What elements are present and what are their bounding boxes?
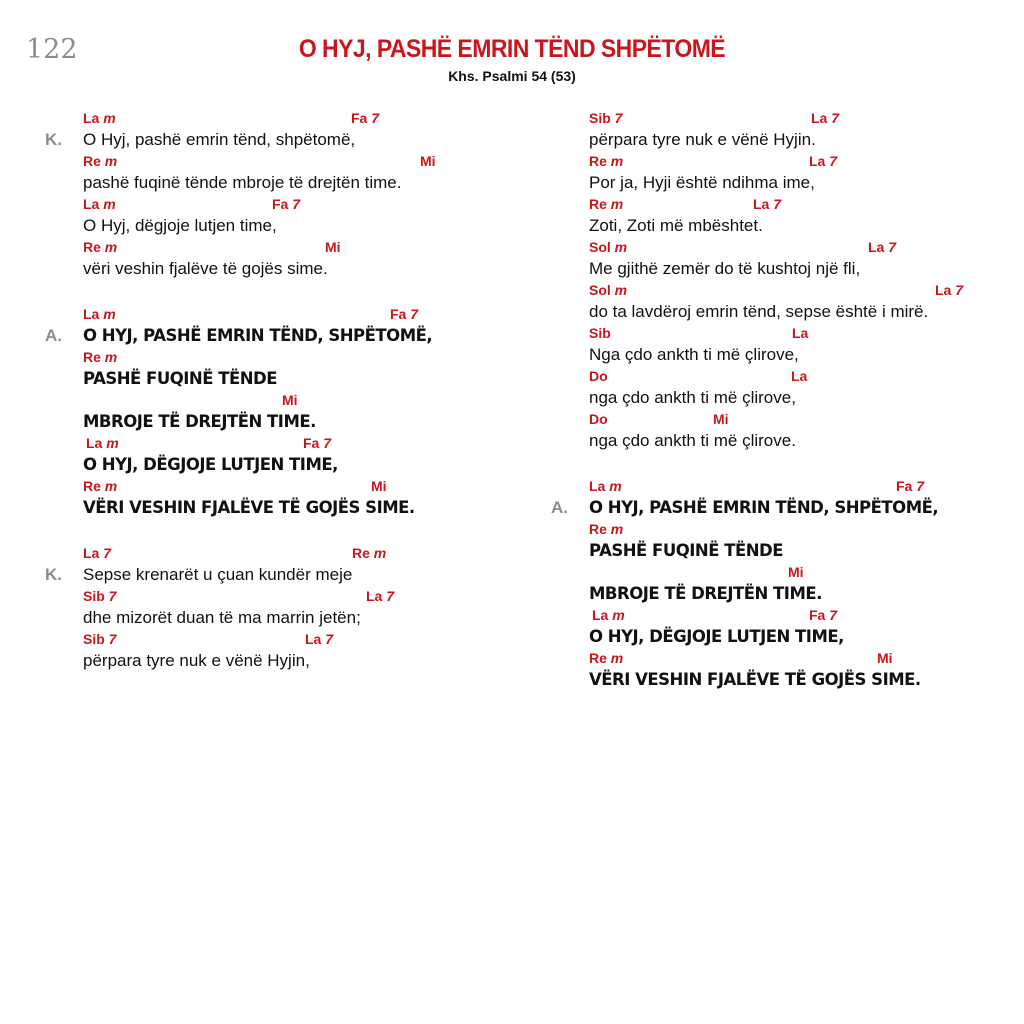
- chord-line: [589, 605, 1009, 626]
- chord: La 7: [935, 282, 964, 298]
- lyric-line: PASHË FUQINË TËNDE: [83, 369, 278, 388]
- lyric-line: përpara tyre nuk e vënë Hyjin.: [589, 130, 816, 149]
- chord: Do: [589, 368, 608, 384]
- chord: Fa 7: [272, 196, 301, 212]
- chord-line: [83, 586, 543, 607]
- chord: Fa 7: [390, 306, 419, 322]
- chord: Mi: [371, 478, 387, 494]
- chord-line: [589, 519, 1009, 540]
- chord: Fa 7: [809, 607, 838, 623]
- chord-line: [589, 280, 1009, 301]
- chord: La m: [86, 435, 119, 451]
- lyric-line: vëri veshin fjalëve të gojës sime.: [83, 259, 328, 278]
- lyric-line: Sepse krenarët u çuan kundër meje: [83, 565, 353, 584]
- stanza-k2-continued: [589, 108, 1009, 452]
- chord-line: [83, 304, 543, 325]
- chord: La 7: [809, 153, 838, 169]
- chord: Sib: [589, 325, 611, 341]
- chord-line: [589, 409, 1009, 430]
- left-column: [45, 108, 543, 696]
- lyric-line: do ta lavdëroj emrin tënd, sepse është i mirë.: [589, 302, 929, 321]
- lyric-line: nga çdo ankth ti më çlirove.: [589, 431, 796, 450]
- chord: La 7: [753, 196, 782, 212]
- chord: Mi: [877, 650, 893, 666]
- stanza-marker: K.: [45, 565, 62, 584]
- chord: Re m: [352, 545, 387, 561]
- chord: Do: [589, 411, 608, 427]
- lyric-line: dhe mizorët duan të ma marrin jetën;: [83, 608, 361, 627]
- stanza-marker: A.: [45, 326, 62, 345]
- stanza-a1: [45, 304, 543, 519]
- chord: Re m: [83, 478, 118, 494]
- chord: La: [792, 325, 809, 341]
- lyric-line: O HYJ, PASHË EMRIN TËND, SHPËTOMË,: [589, 498, 939, 517]
- lyric-line: Zoti, Zoti më mbështet.: [589, 216, 763, 235]
- song-title: O HYJ, PASHË EMRIN TËND SHPËTOMË: [298, 35, 726, 63]
- chord: La m: [589, 478, 622, 494]
- chord-line: [83, 237, 543, 258]
- lyric-line: O Hyj, pashë emrin tënd, shpëtomë,: [83, 130, 356, 149]
- chord: Sib 7: [589, 110, 623, 126]
- chord: Re m: [83, 349, 118, 365]
- chord: Mi: [713, 411, 729, 427]
- chord-line: [83, 194, 543, 215]
- chord: La m: [592, 607, 625, 623]
- chord: Mi: [420, 153, 436, 169]
- chord: Fa 7: [351, 110, 380, 126]
- chord-line: [589, 237, 1009, 258]
- chord: La 7: [366, 588, 395, 604]
- chord-line: [83, 108, 543, 129]
- stanza-k2: [45, 543, 543, 672]
- stanza-marker: A.: [551, 498, 568, 517]
- lyric-line: O HYJ, DËGJOJE LUTJEN TIME,: [589, 627, 844, 646]
- chord: Fa 7: [303, 435, 332, 451]
- lyric-line: PASHË FUQINË TËNDE: [589, 541, 784, 560]
- chord-line: [589, 108, 1009, 129]
- chord-line: [589, 562, 1009, 583]
- chord-line: [83, 543, 543, 564]
- chord-line: [83, 347, 543, 368]
- chord-line: [83, 629, 543, 650]
- chord: Fa 7: [896, 478, 925, 494]
- chord: Sol m: [589, 239, 628, 255]
- chord: Re m: [83, 153, 118, 169]
- stanza-marker: K.: [45, 130, 62, 149]
- stanza-k1: [45, 108, 543, 280]
- chord: Re m: [83, 239, 118, 255]
- chord: La 7: [83, 545, 112, 561]
- chord-line: [589, 476, 1009, 497]
- song-subtitle: Khs. Psalmi 54 (53): [448, 68, 576, 84]
- chord: La 7: [305, 631, 334, 647]
- chord: Sol m: [589, 282, 628, 298]
- page-number: 122: [26, 34, 78, 65]
- chord: La: [791, 368, 808, 384]
- chord-line: [83, 476, 543, 497]
- lyric-line: Por ja, Hyji është ndihma ime,: [589, 173, 815, 192]
- chord-line: [589, 366, 1009, 387]
- chord: La 7: [868, 239, 897, 255]
- lyric-line: nga çdo ankth ti më çlirove,: [589, 388, 796, 407]
- chord: La m: [83, 306, 116, 322]
- chord: Mi: [788, 564, 804, 580]
- lyric-line: Me gjithë zemër do të kushtoj një fli,: [589, 259, 861, 278]
- chord: Mi: [282, 392, 298, 408]
- chord-line: [589, 323, 1009, 344]
- chord-line: [83, 151, 543, 172]
- lyric-line: O Hyj, dëgjoje lutjen time,: [83, 216, 277, 235]
- chord: Sib 7: [83, 588, 117, 604]
- chord: Mi: [325, 239, 341, 255]
- chord: Sib 7: [83, 631, 117, 647]
- lyric-line: VËRI VESHIN FJALËVE TË GOJËS SIME.: [83, 498, 415, 517]
- chord: Re m: [589, 650, 624, 666]
- chord-line: [589, 194, 1009, 215]
- chord-line: [83, 433, 543, 454]
- chord-line: [589, 648, 1009, 669]
- chord: La 7: [811, 110, 840, 126]
- lyric-line: MBROJE TË DREJTËN TIME.: [83, 412, 316, 431]
- right-column: [551, 108, 1009, 715]
- lyric-line: përpara tyre nuk e vënë Hyjin,: [83, 651, 310, 670]
- chord-line: [83, 390, 543, 411]
- chord: Re m: [589, 153, 624, 169]
- chord: Re m: [589, 196, 624, 212]
- lyric-line: MBROJE TË DREJTËN TIME.: [589, 584, 822, 603]
- lyric-line: VËRI VESHIN FJALËVE TË GOJËS SIME.: [589, 670, 921, 689]
- chord: La m: [83, 110, 116, 126]
- chord-line: [589, 151, 1009, 172]
- chord: Re m: [589, 521, 624, 537]
- lyric-line: O HYJ, PASHË EMRIN TËND, SHPËTOMË,: [83, 326, 433, 345]
- lyric-line: pashë fuqinë tënde mbroje të drejtën time.: [83, 173, 402, 192]
- lyric-line: Nga çdo ankth ti më çlirove,: [589, 345, 799, 364]
- chord: La m: [83, 196, 116, 212]
- lyric-line: O HYJ, DËGJOJE LUTJEN TIME,: [83, 455, 338, 474]
- stanza-a2: [551, 476, 1009, 691]
